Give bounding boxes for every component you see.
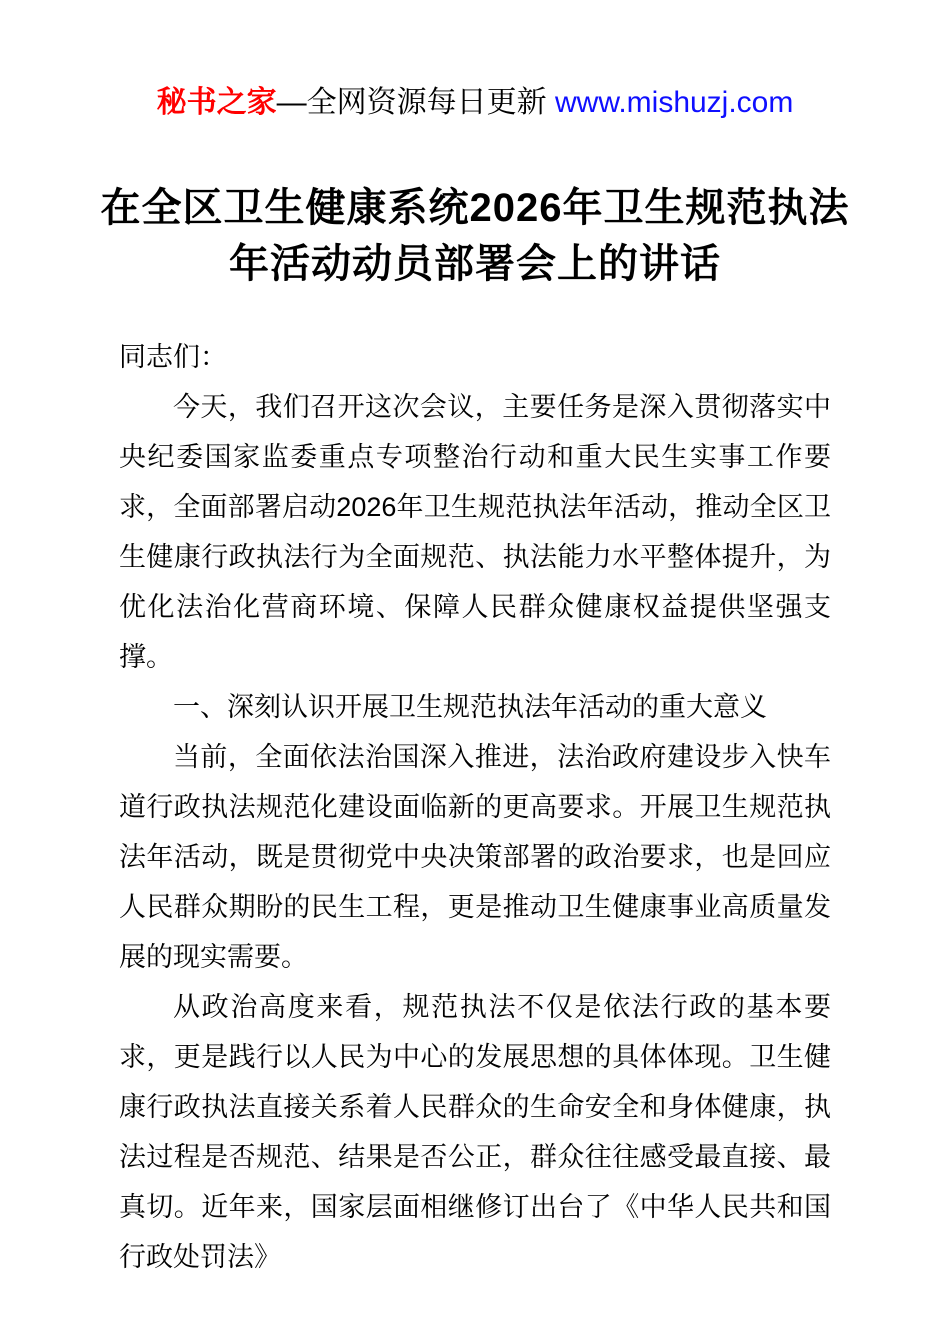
site-header (0, 0, 950, 122)
paragraph: 从政治高度来看，规范执法不仅是依法行政的基本要求，更是践行以人民为中心的发展思想的具体体现。卫生健康行政执法直接关系着人民群众的生命安全和身体健康，执法过程是否规范、结果是否公正，群众往往感受最直接、最真切。近年来，国家层面相继修订出台了《中华人民共和国行政处罚法》 (119, 992, 831, 1272)
salutation: 同志们： (119, 342, 227, 372)
section-heading: 一、深刻认识开展卫生规范执法年活动的重大意义 (173, 692, 767, 722)
site-brand: 秘书之家 (156, 86, 277, 119)
header-space (547, 86, 555, 119)
document-title: 在全区卫生健康系统2026年卫生规范执法年活动动员部署会上的讲话 (100, 186, 850, 286)
header-tagline: 全网资源每日更新 (306, 86, 547, 119)
paragraph: 当前，全面依法治国深入推进，法治政府建设步入快车道行政执法规范化建设面临新的更高要求。开展卫生规范执法年活动，既是贯彻党中央决策部署的政治要求，也是回应人民群众期盼的民生工程，更是推动卫生健康事业高质量发展的现实需要。 (119, 742, 831, 972)
paragraph: 今天，我们召开这次会议，主要任务是深入贯彻落实中央纪委国家监委重点专项整治行动和重大民生实事工作要求，全面部署启动2026年卫生规范执法年活动，推动全区卫生健康行政执法行为全面规范、执法能力水平整体提升，为优化法治化营商环境、保障人民群众健康权益提供坚强支撑。 (119, 392, 831, 672)
site-url-link[interactable]: www.mishuzj.com (554, 86, 794, 119)
document-body (119, 332, 831, 1282)
header-separator: — (276, 86, 307, 119)
